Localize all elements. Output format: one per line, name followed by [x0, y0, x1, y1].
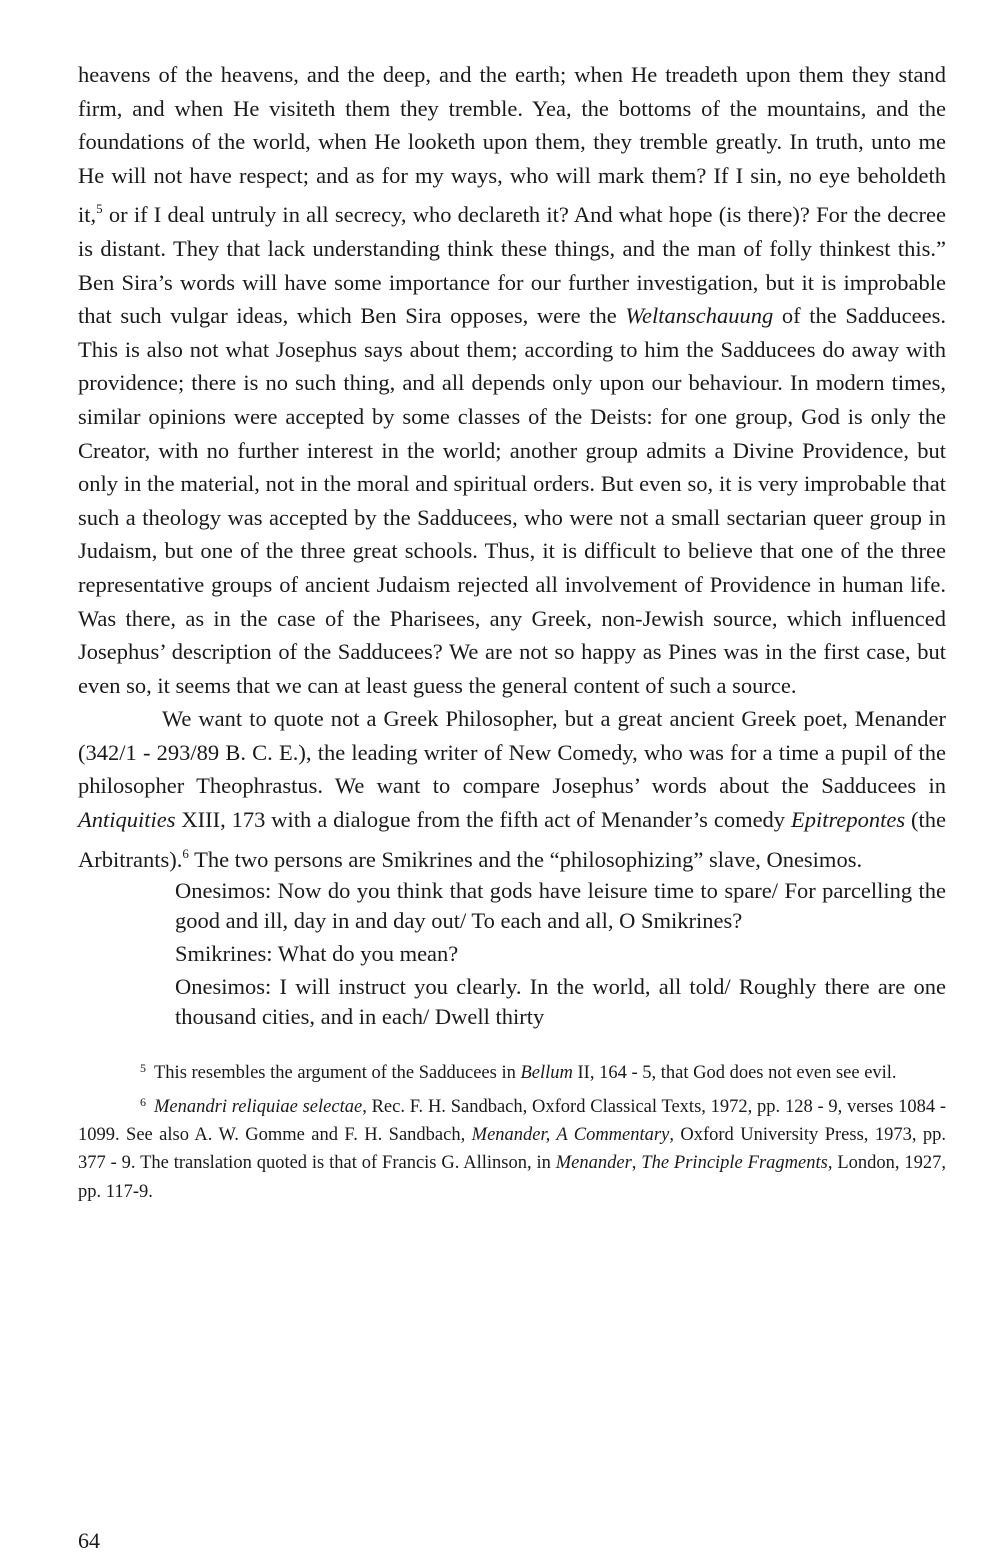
italic-title: Menander — [555, 1153, 632, 1174]
page-number: 64 — [78, 1528, 100, 1553]
footnote-number: 5 — [140, 1061, 146, 1076]
italic-term: Weltanschauung — [625, 303, 774, 329]
italic-title: Epitrepontes — [790, 807, 906, 833]
footnote-ref-6[interactable]: 6 — [182, 845, 189, 861]
paragraph-text: The two persons are Smikrines and the “philosophizing” slave, Onesimos. — [188, 846, 863, 872]
dialogue-turn: Onesimos: I will instruct you clearly. In the world, all told/ Roughly there are one thousand cities, and in each/ Dwell thirty — [175, 974, 946, 1030]
italic-title: Bellum — [520, 1063, 573, 1084]
paragraph-menander — [78, 702, 946, 876]
footnote-ref-5[interactable]: 5 — [96, 201, 103, 217]
dialogue-turn: Smikrines: What do you mean? — [175, 941, 459, 967]
italic-title: Menander, A Commentary — [471, 1125, 670, 1146]
footnote-5 — [78, 1054, 946, 1087]
paragraph-ben-sira — [78, 58, 946, 702]
italic-title: Antiquities — [78, 807, 176, 833]
dialogue-turn: Onesimos: Now do you think that gods have leisure time to spare/ For parcelling the good and ill, day in and day out/ To each and all, O Smikrines? — [175, 878, 946, 934]
italic-title: The Principle Fragments — [641, 1153, 828, 1174]
footnote-number: 6 — [140, 1094, 146, 1109]
footnote-text: II, 164 - 5, that God does not even see evil. — [572, 1063, 897, 1084]
paragraph-text: or if I deal untruly in all secrecy, who declareth it? And what hope (is there)? For the decree is distant. They that lack understanding think these things, and the man of folly thinkest this.” Ben Sira’s words will have some importance for our further investigation, but it is improbable that such vulgar ideas, which Ben Sira opposes, were the — [78, 202, 946, 329]
footnote-text: , Oxford University Press, 1973, pp. 377 - 9. The translation quoted is that of Francis G. Allinson, in — [78, 1125, 947, 1174]
dialogue-block — [175, 876, 946, 1032]
footnote-6 — [78, 1088, 946, 1207]
footnote-text: , London, 1927, pp. 117-9. — [78, 1153, 946, 1202]
footnote-text: , — [631, 1153, 642, 1174]
paragraph-text: (the Arbitrants). — [78, 807, 946, 872]
paragraph-text: XIII, 173 with a dialogue from the fifth act of Menander’s comedy — [175, 807, 791, 833]
footnote-text: , Rec. F. H. Sandbach, Oxford Classical Texts, 1972, pp. 128 - 9, verses 1084 - 1099. See also A. W. Gomme and F. H. Sandbach, — [78, 1096, 946, 1146]
paragraph-text: of the Sadducees. This is also not what Josephus says about them; according to him the Sadducees do away with providence; there is no such thing, and all depends only upon our behaviour. In modern times, similar opinions were accepted by some classes of the Deists: for one group, God is only the Creator, with no further interest in the world; another group admits a Divine Providence, but only in the material, not in the moral and spiritual orders. But even so, it is very improbable that such a theology was accepted by the Sadducees, who were not a small sectarian queer group in Judaism, but one of the three great schools. Thus, it is difficult to believe that one of the three representative groups of ancient Judaism rejected all involvement of Providence in human life. Was there, as in the case of the Pharisees, any Greek, non-Jewish source, which influenced Josephus’ description of the Sadducees? We are not so happy as Pines was in the first case, but even so, it seems that we can at least guess the general content of such a source. — [78, 303, 946, 698]
italic-title: Menandri reliquiae selectae — [154, 1096, 363, 1117]
footnotes — [78, 1054, 946, 1206]
page-content — [78, 58, 946, 1206]
footnote-text: This resembles the argument of the Sadducees in — [154, 1063, 521, 1084]
paragraph-text: We want to quote not a Greek Philosopher, but a great ancient Greek poet, Menander (342/1 - 293/89 B. C. E.), the leading writer of New Comedy, who was for a time a pupil of the philosopher Theophrastus. We want to compare Josephus’ words about the Sadducees in — [78, 706, 946, 799]
paragraph-text: heavens of the heavens, and the deep, and the earth; when He treadeth upon them they stand firm, and when He visiteth them they tremble. Yea, the bottoms of the mountains, and the foundations of the world, when He looketh upon them, they tremble greatly. In truth, unto me He will not have respect; and as for my ways, who will mark them? If I sin, no eye beholdeth it, — [78, 62, 946, 228]
